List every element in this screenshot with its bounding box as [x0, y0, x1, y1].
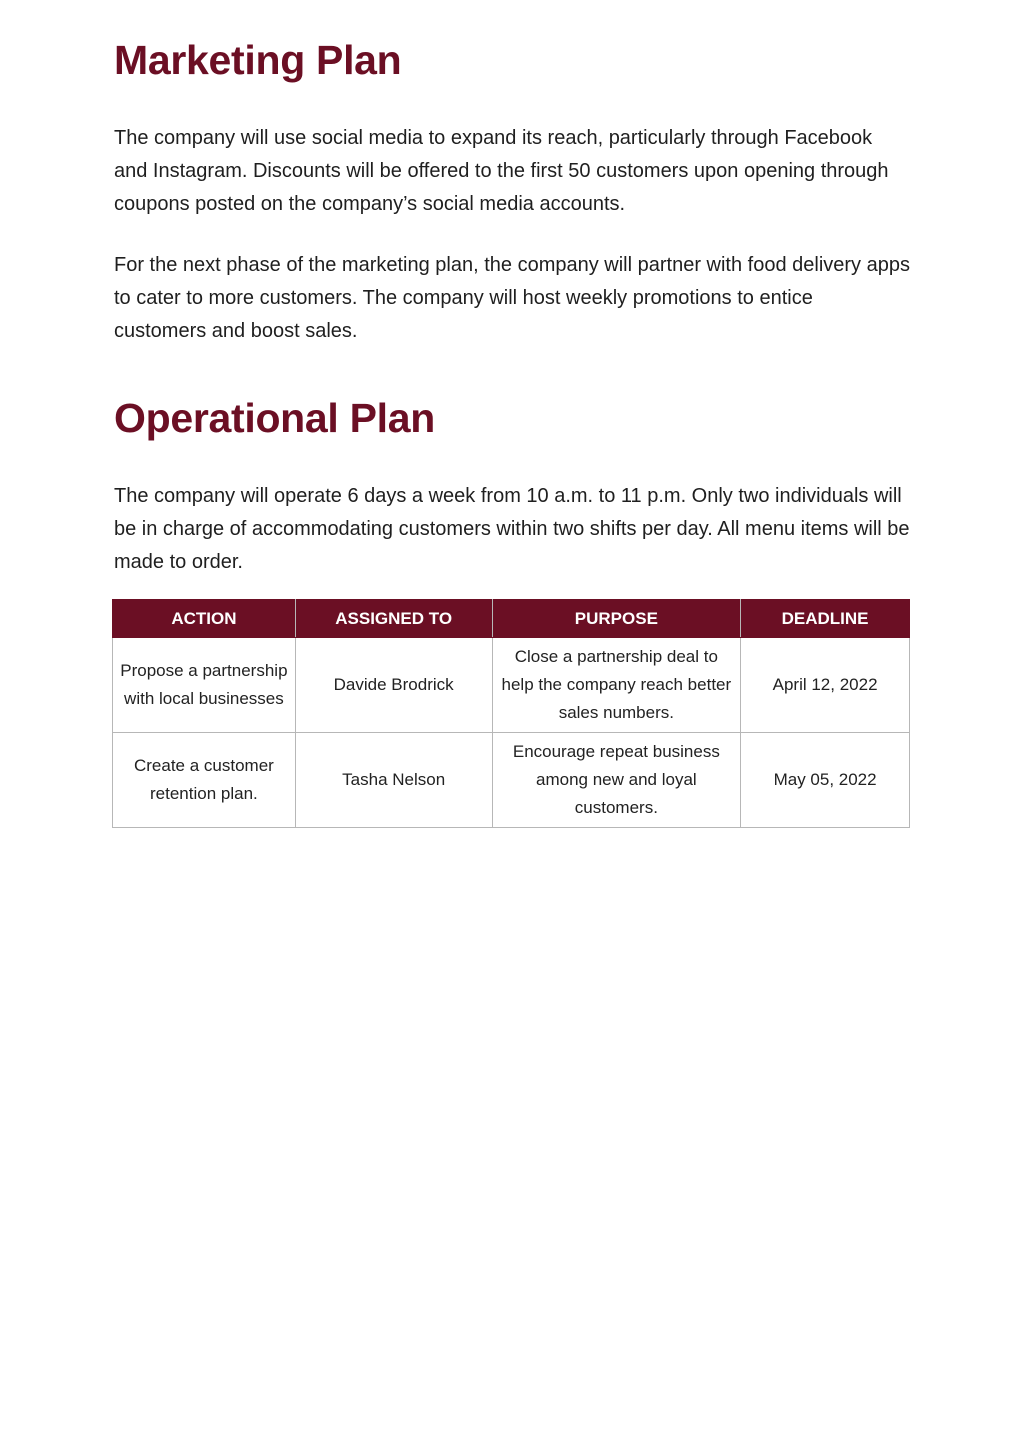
- table-cell-purpose: Close a partnership deal to help the company reach better sales numbers.: [492, 638, 741, 733]
- table-header-row: [113, 600, 910, 638]
- operational-paragraph-1: The company will operate 6 days a week from 10 a.m. to 11 p.m. Only two individuals will be in charge of accommodating customers within two shifts per day. All menu items will be made to order.: [114, 485, 910, 573]
- marketing-plan-heading: Marketing Plan: [114, 37, 402, 83]
- table-cell-action: Create a customer retention plan.: [113, 733, 296, 828]
- table-header-deadline: DEADLINE: [741, 600, 910, 638]
- table-cell-purpose: Encourage repeat business among new and loyal customers.: [492, 733, 741, 828]
- marketing-paragraph-2: For the next phase of the marketing plan, the company will partner with food delivery apps to cater to more customers. The company will host weekly promotions to entice customers and boost sales.: [114, 254, 910, 342]
- table-row: [113, 638, 910, 733]
- table-cell-deadline: May 05, 2022: [741, 733, 910, 828]
- table-header-action: ACTION: [113, 600, 296, 638]
- table-cell-assigned-to: Tasha Nelson: [295, 733, 492, 828]
- table-cell-assigned-to: Davide Brodrick: [295, 638, 492, 733]
- table-row: [113, 733, 910, 828]
- operational-plan-heading: Operational Plan: [114, 395, 435, 441]
- operational-plan-table: [112, 599, 910, 828]
- table-cell-deadline: April 12, 2022: [741, 638, 910, 733]
- marketing-paragraph-1: The company will use social media to expand its reach, particularly through Facebook and Instagram. Discounts will be offered to the first 50 customers upon opening through coupons posted on the company’s social media accounts.: [114, 127, 889, 215]
- table-cell-action: Propose a partnership with local businesses: [113, 638, 296, 733]
- table-header-purpose: PURPOSE: [492, 600, 741, 638]
- table-header-assigned-to: ASSIGNED TO: [295, 600, 492, 638]
